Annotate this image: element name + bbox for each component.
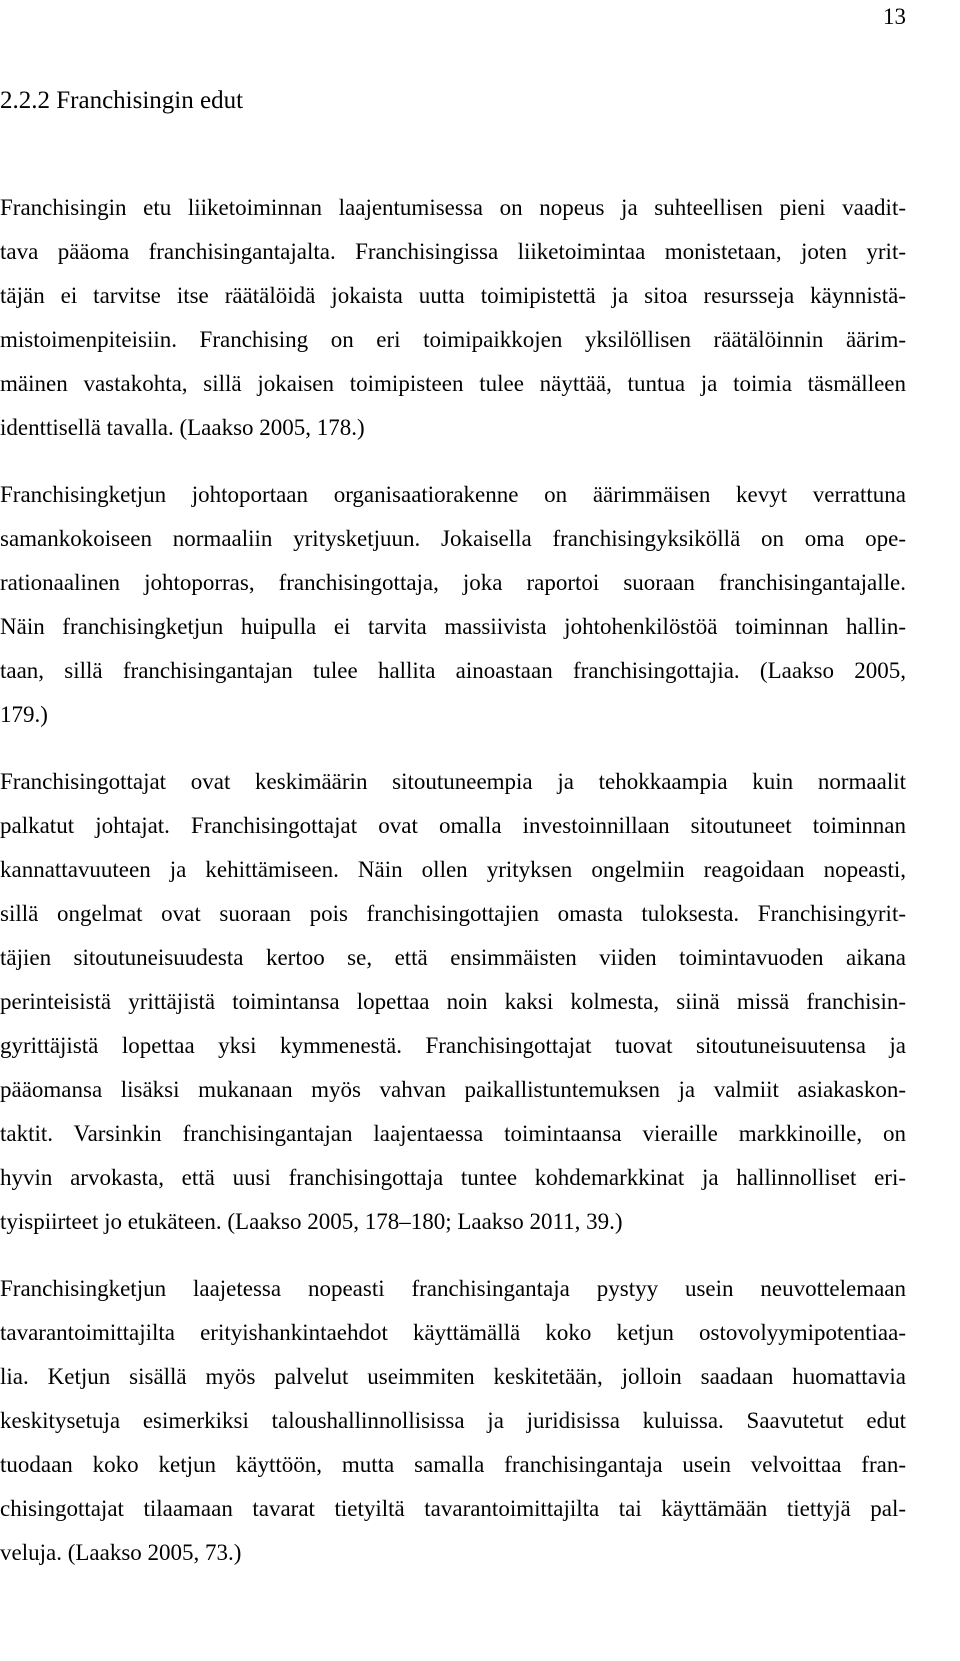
text-line: sillä ongelmat ovat suoraan pois franchisingottajien omasta tuloksesta. Franchisingyrit-	[0, 901, 906, 926]
text-line: gyrittäjistä lopettaa yksi kymmenestä. Franchisingottajat tuovat sitoutuneisuutensa ja	[0, 1033, 906, 1058]
text-line: täjän ei tarvitse itse räätälöidä jokaista uutta toimipistettä ja sitoa resursseja käynnistä-	[0, 283, 906, 308]
text-line: Näin franchisingketjun huipulla ei tarvita massiivista johtohenkilöstöä toiminnan hallin-	[0, 614, 906, 639]
text-line: Franchisingketjun johtoportaan organisaatiorakenne on äärimmäisen kevyt verrattuna	[0, 482, 906, 507]
text-line: Franchisingketjun laajetessa nopeasti franchisingantaja pystyy usein neuvottelemaan	[0, 1276, 906, 1301]
text-line: keskitysetuja esimerkiksi taloushallinnollisissa ja juridisissa kuluissa. Saavutetut edut	[0, 1408, 906, 1433]
text-line: kannattavuuteen ja kehittämiseen. Näin ollen yrityksen ongelmiin reagoidaan nopeasti,	[0, 857, 906, 882]
text-line: taktit. Varsinkin franchisingantajan laajentaessa toimintaansa vieraille markkinoille, on	[0, 1121, 906, 1146]
page-number: 13	[883, 4, 906, 29]
text-line: 179.)	[0, 702, 48, 727]
text-line: identtisellä tavalla. (Laakso 2005, 178.)	[0, 415, 365, 440]
text-line: tavarantoimittajilta erityishankintaehdot käyttämällä koko ketjun ostovolyymipotentiaa-	[0, 1320, 906, 1345]
text-line: chisingottajat tilaamaan tavarat tietyiltä tavarantoimittajilta tai käyttämään tiettyjä pal-	[0, 1496, 906, 1521]
text-line: täjien sitoutuneisuudesta kertoo se, että ensimmäisten viiden toimintavuoden aikana	[0, 945, 906, 970]
text-line: tuodaan koko ketjun käyttöön, mutta samalla franchisingantaja usein velvoittaa fran-	[0, 1452, 906, 1477]
text-line: pääomansa lisäksi mukanaan myös vahvan paikallistuntemuksen ja valmiit asiakaskon-	[0, 1077, 906, 1102]
text-line: mäinen vastakohta, sillä jokaisen toimipisteen tulee näyttää, tuntua ja toimia täsmälleen	[0, 371, 906, 396]
text-line: mistoimenpiteisiin. Franchising on eri toimipaikkojen yksilöllisen räätälöinnin äärim-	[0, 327, 906, 352]
text-line: perinteisistä yrittäjistä toimintansa lopettaa noin kaksi kolmesta, siinä missä franchisin-	[0, 989, 906, 1014]
section-heading: 2.2.2 Franchisingin edut	[0, 87, 244, 114]
text-line: tava pääoma franchisingantajalta. Franchisingissa liiketoimintaa monistetaan, joten yrit-	[0, 239, 906, 264]
text-line: Franchisingottajat ovat keskimäärin sitoutuneempia ja tehokkaampia kuin normaalit	[0, 769, 906, 794]
text-line: rationaalinen johtoporras, franchisingottaja, joka raportoi suoraan franchisingantajalle.	[0, 570, 906, 595]
text-line: veluja. (Laakso 2005, 73.)	[0, 1540, 242, 1565]
text-line: palkatut johtajat. Franchisingottajat ovat omalla investoinnillaan sitoutuneet toiminnan	[0, 813, 906, 838]
text-line: hyvin arvokasta, että uusi franchisingottaja tuntee kohdemarkkinat ja hallinnolliset eri-	[0, 1165, 906, 1190]
text-line: taan, sillä franchisingantajan tulee hallita ainoastaan franchisingottajia. (Laakso 2005,	[0, 658, 906, 683]
text-line: lia. Ketjun sisällä myös palvelut useimmiten keskitetään, jolloin saadaan huomattavia	[0, 1364, 906, 1389]
text-line: tyispiirteet jo etukäteen. (Laakso 2005, 178–180; Laakso 2011, 39.)	[0, 1209, 623, 1234]
text-line: Franchisingin etu liiketoiminnan laajentumisessa on nopeus ja suhteellisen pieni vaadit-	[0, 195, 906, 220]
text-line: samankokoiseen normaaliin yritysketjuun. Jokaisella franchisingyksiköllä on oma ope-	[0, 526, 906, 551]
